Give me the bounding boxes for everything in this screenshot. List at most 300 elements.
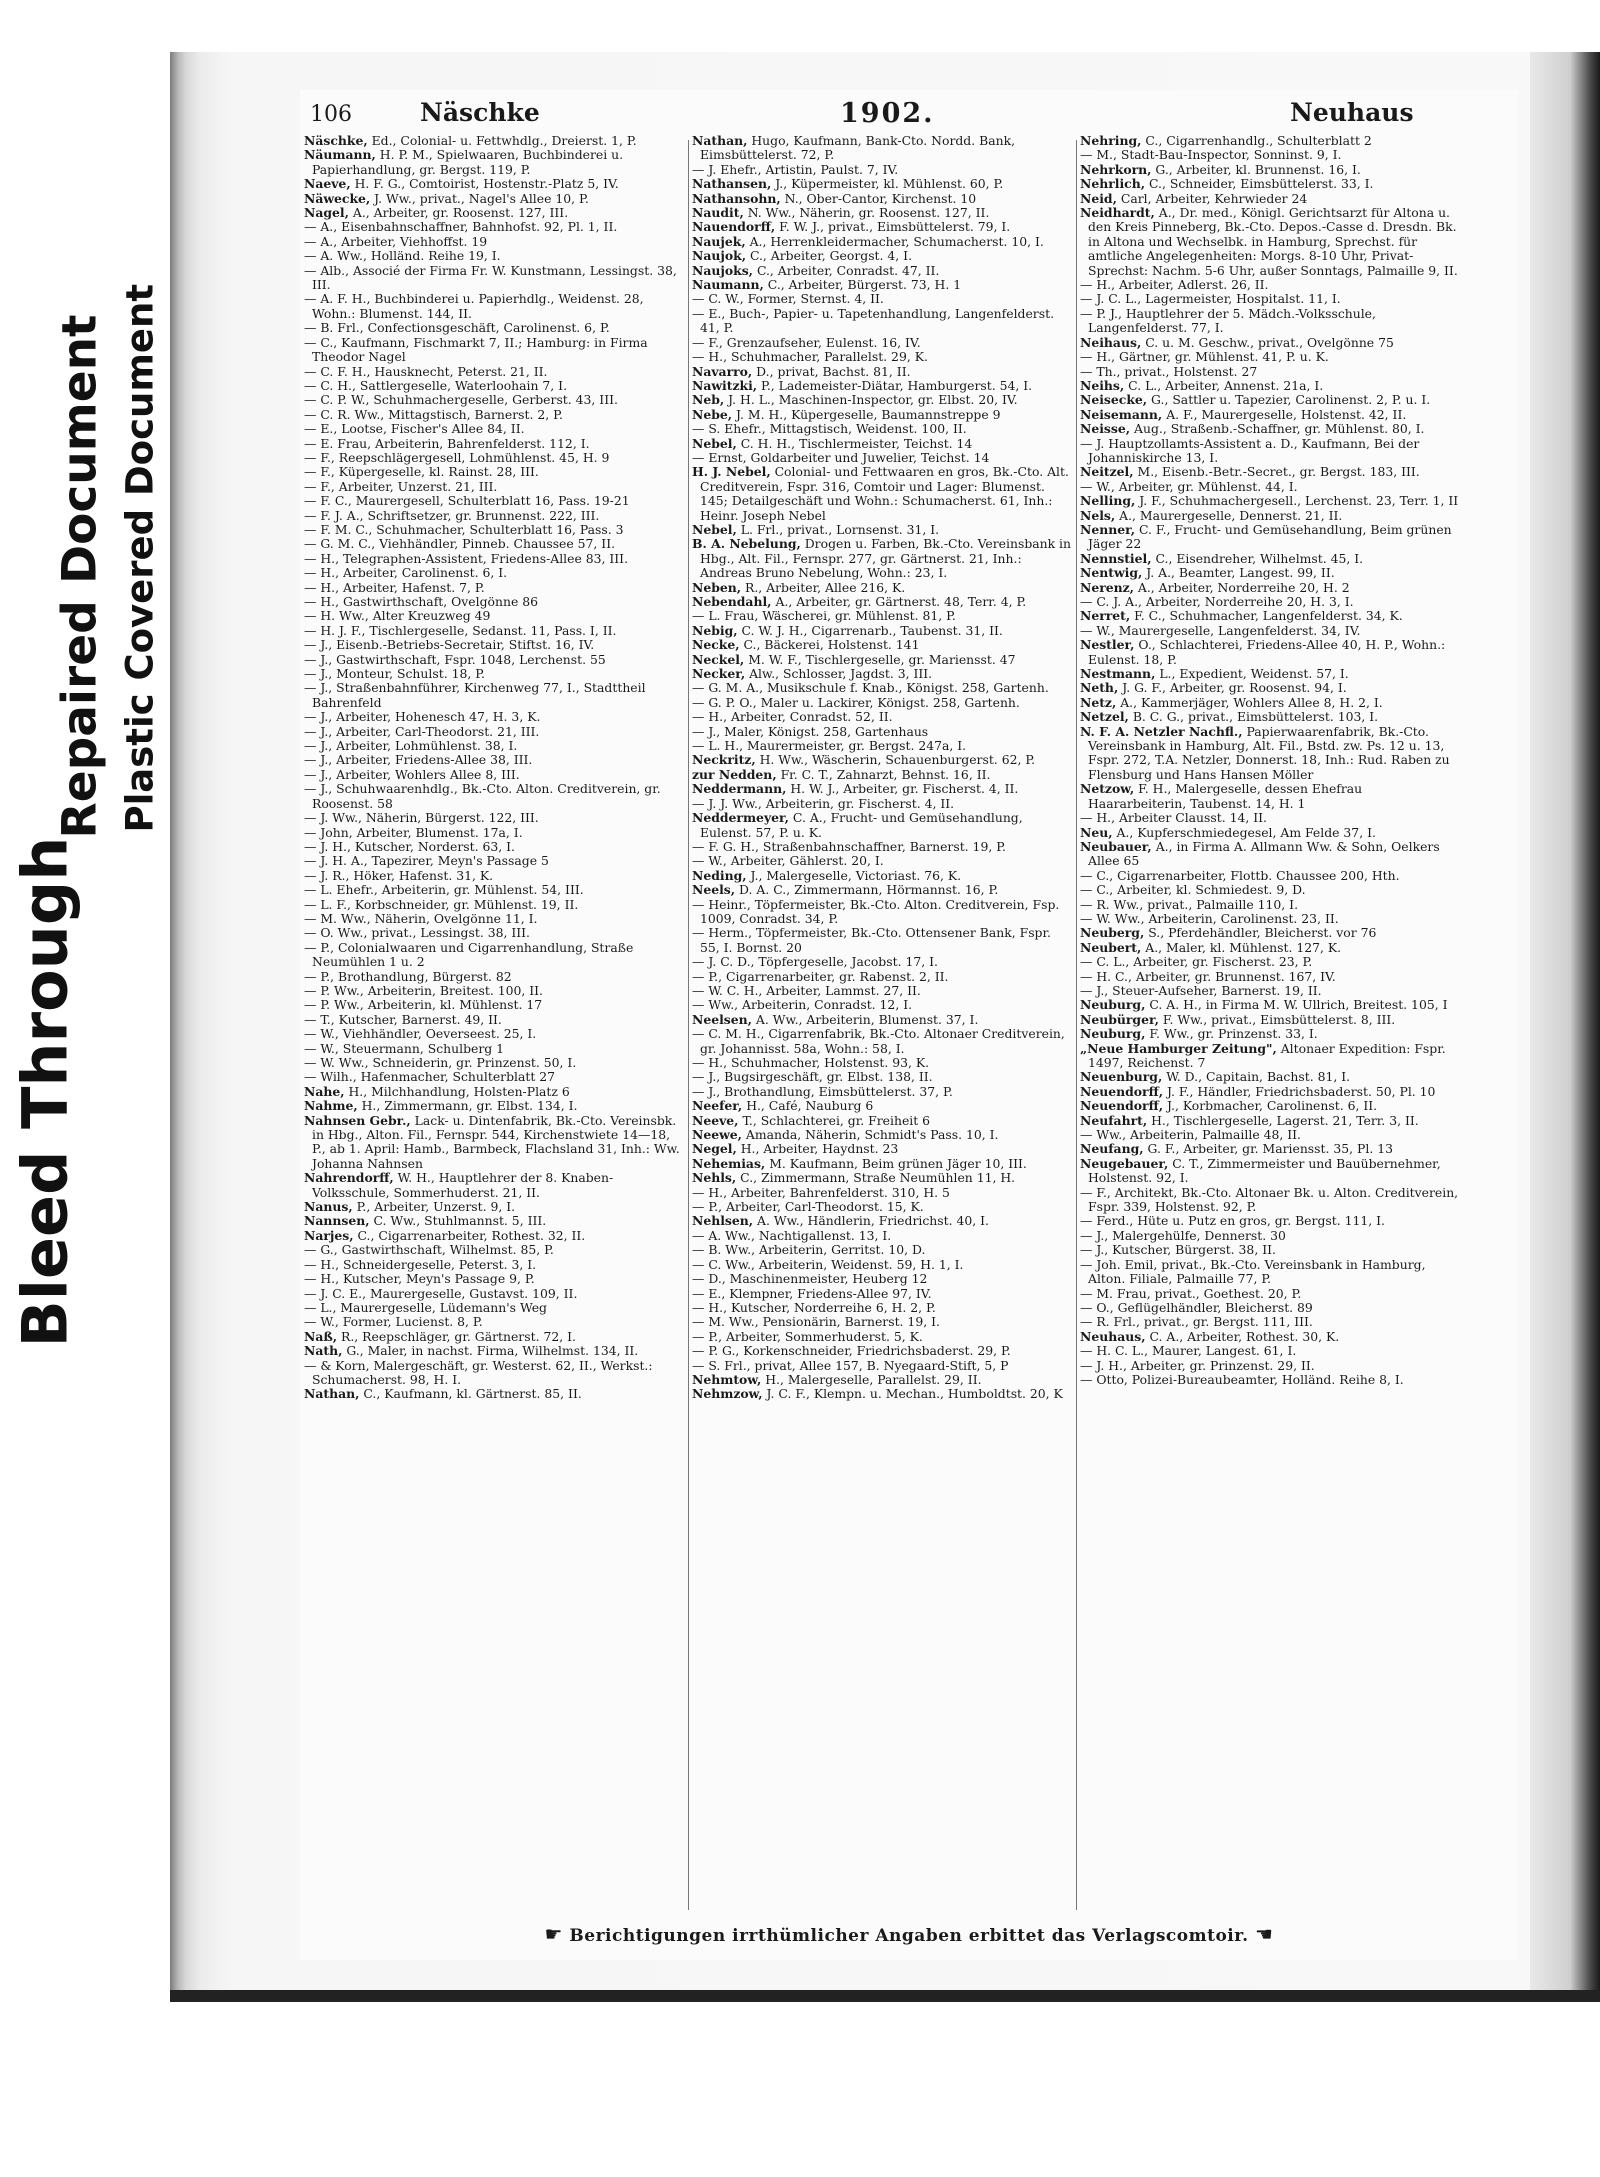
directory-entry: [1080, 494, 1460, 508]
entry-surname: Neu,: [1080, 824, 1113, 840]
entry-surname: Nanus,: [304, 1199, 353, 1215]
entry-surname: Nebig,: [692, 622, 738, 638]
entry-details: — C. H., Sattlergeselle, Waterloohain 7, I.: [304, 377, 568, 393]
entry-details: — M. Frau, privat., Goethest. 20, P.: [1080, 1285, 1302, 1301]
entry-details: — P. G., Korkenschneider, Friedrichsbaderst. 29, P.: [692, 1343, 1011, 1359]
entry-details: — J., Arbeiter, Friedens-Allee 38, III.: [304, 752, 533, 768]
entry-details: — F. G. H., Straßenbahnschaffner, Barnerst. 19, P.: [692, 838, 1006, 854]
entry-details: A., Maler, kl. Mühlenst. 127, K.: [1141, 939, 1342, 955]
entry-surname: Neewe,: [692, 1127, 742, 1143]
column-divider: [1076, 140, 1077, 1910]
directory-entry: [1080, 624, 1460, 638]
directory-entry: [1080, 926, 1460, 940]
directory-entry: [1080, 1186, 1460, 1215]
entry-details: — F. J. A., Schriftsetzer, gr. Brunnenst. 222, III.: [304, 507, 600, 523]
directory-entry: [1080, 667, 1460, 681]
entry-details: — Herm., Töpfermeister, Bk.-Cto. Ottensener Bank, Fspr. 55, I. Bornst. 20: [692, 925, 1051, 955]
entry-details: J. A., Beamter, Langest. 99, II.: [1142, 565, 1335, 581]
entry-details: — F. M. C., Schuhmacher, Schulterblatt 16, Pass. 3: [304, 521, 624, 537]
entry-details: — H., Gastwirthschaft, Ovelgönne 86: [304, 594, 538, 609]
directory-entry: [1080, 336, 1460, 350]
entry-details: Altonaer Expedition: Fspr. 1497, Reichenst. 7: [1088, 1040, 1446, 1070]
entry-details: G. F., Arbeiter, gr. Mariensst. 35, Pl. 13: [1143, 1141, 1393, 1157]
directory-entry: [1080, 681, 1460, 695]
entry-surname: Neisecke,: [1080, 392, 1148, 408]
entry-details: — C., Kaufmann, Fischmarkt 7, II.; Hamburg: in Firma Theodor Nagel: [304, 334, 648, 365]
entry-details: — H., Schuhmacher, Holstenst. 93, K.: [692, 1055, 930, 1070]
entry-details: — J. H. A., Tapezirer, Meyn's Passage 5: [304, 853, 549, 869]
entry-surname: Nathansohn,: [692, 190, 781, 206]
bleed-through-label: Bleed Through: [8, 836, 82, 1348]
directory-entry: [304, 826, 684, 840]
directory-entry: [692, 1114, 1072, 1128]
entry-details: — Heinr., Töpfermeister, Bk.-Cto. Alton. Creditverein, Fsp. 1009, Conradst. 34, P.: [692, 896, 1060, 926]
directory-entry: [304, 220, 684, 234]
annotation-sidebar: [0, 56, 170, 2000]
entry-details: — F., Grenzaufseher, Eulenst. 16, IV.: [692, 334, 921, 350]
entry-details: H., Arbeiter, Haydnst. 23: [736, 1141, 899, 1157]
entry-details: A., Kupferschmiedegesel, Am Felde 37, I.: [1112, 824, 1376, 840]
entry-details: O., Schlachterei, Friedens-Allee 40, H. P., Wohn.: Eulenst. 18, P.: [1088, 637, 1446, 667]
directory-entry: [304, 869, 684, 883]
directory-entry: [1080, 177, 1460, 191]
entry-details: — R. Ww., privat., Palmaille 110, I.: [1080, 896, 1299, 912]
entry-details: — J., Malergehülfe, Dennerst. 30: [1080, 1227, 1286, 1243]
entry-details: J. C. F., Klempn. u. Mechan., Humboldtst. 20, K: [762, 1386, 1063, 1402]
directory-entry: [1080, 1157, 1460, 1186]
directory-entry: [692, 365, 1072, 379]
entry-surname: Nehmtow,: [692, 1371, 762, 1387]
entry-surname: Neb,: [692, 392, 725, 408]
entry-details: C., Arbeiter, Georgst. 4, I.: [746, 248, 913, 264]
directory-entry: [1080, 278, 1460, 292]
entry-surname: Netz,: [1080, 694, 1117, 710]
entry-details: C. F., Frucht- und Gemüsehandlung, Beim grünen Jäger 22: [1088, 521, 1452, 552]
entry-details: — P., Brothandlung, Bürgerst. 82: [304, 968, 512, 984]
directory-entry: [304, 768, 684, 782]
entry-details: — J. Hauptzollamts-Assistent a. D., Kaufmann, Bei der Johanniskirche 13, I.: [1080, 435, 1420, 465]
entry-surname: Nehrkorn,: [1080, 161, 1152, 177]
entry-details: — L., Maurergeselle, Lüdemann's Weg: [304, 1299, 547, 1315]
directory-entry: [304, 437, 684, 451]
entry-details: — J., Straßenbahnführer, Kirchenweg 77, I., Stadttheil Bahrenfeld: [304, 680, 646, 710]
entry-details: — C. P. W., Schuhmachergeselle, Gerberst. 43, III.: [304, 392, 618, 408]
directory-entry: [304, 1013, 684, 1027]
directory-entry: [692, 307, 1072, 336]
entry-details: G., Sattler u. Tapezier, Carolinenst. 2, P. u. I.: [1147, 392, 1431, 408]
entry-surname: Nath,: [304, 1343, 343, 1359]
directory-entry: [692, 1128, 1072, 1142]
directory-entry: [304, 638, 684, 652]
entry-surname: „Neue Hamburger Zeitung",: [1080, 1040, 1277, 1056]
directory-entry: [692, 681, 1072, 695]
directory-entry: [692, 1027, 1072, 1056]
entry-details: C. T., Zimmermeister und Bauübernehmer, Holstenst. 92, I.: [1088, 1155, 1441, 1186]
directory-entry: [692, 710, 1072, 724]
directory-entry: [304, 148, 684, 177]
entry-details: A., Maurergeselle, Dennerst. 21, II.: [1115, 507, 1343, 523]
entry-details: M. Kaufmann, Beim grünen Jäger 10, III.: [765, 1155, 1027, 1171]
directory-entry: [1080, 1301, 1460, 1315]
entry-surname: Nebe,: [692, 406, 733, 422]
directory-entry: [692, 1387, 1072, 1401]
entry-surname: Nehmzow,: [692, 1386, 763, 1402]
directory-entry: [304, 393, 684, 407]
entry-surname: Nagel,: [304, 205, 349, 221]
entry-surname: Necker,: [692, 666, 746, 682]
entry-details: — L. Ehefr., Arbeiterin, gr. Mühlenst. 54, III.: [304, 882, 584, 898]
entry-surname: Neuhaus,: [1080, 1328, 1146, 1344]
directory-entry: [692, 134, 1072, 163]
entry-details: — H. Ww., Alter Kreuzweg 49: [304, 608, 491, 624]
entry-surname: Neeve,: [692, 1112, 739, 1128]
entry-details: — C. J. A., Arbeiter, Norderreihe 20, H. 3, I.: [1080, 594, 1354, 609]
directory-entry: [692, 177, 1072, 191]
directory-entry: [1080, 638, 1460, 667]
entry-details: — J., Schuhwaarenhdlg., Bk.-Cto. Alton. Creditverein, gr. Roosenst. 58: [304, 781, 661, 811]
directory-entry: [692, 422, 1072, 436]
entry-details: J. M. H., Küpergeselle, Baumannstreppe 9: [732, 406, 1001, 422]
entry-details: — H. C., Arbeiter, gr. Brunnenst. 167, IV.: [1080, 968, 1336, 984]
entry-details: — L. Frau, Wäscherei, gr. Mühlenst. 81, P.: [692, 608, 956, 624]
directory-entry: [1080, 811, 1460, 825]
directory-entry: [1080, 883, 1460, 897]
directory-entry: [692, 970, 1072, 984]
entry-details: Ed., Colonial- u. Fettwhdlg., Dreierst. 1, P.: [367, 134, 637, 148]
entry-details: A., Arbeiter, gr. Roosenst. 127, III.: [348, 205, 569, 221]
directory-entry: [304, 912, 684, 926]
entry-details: C., Eisendreher, Wilhelmst. 45, I.: [1151, 550, 1364, 566]
entry-details: M., Eisenb.-Betr.-Secret., gr. Bergst. 183, III.: [1133, 464, 1420, 480]
directory-entry: [304, 537, 684, 551]
directory-entry: [692, 1373, 1072, 1387]
directory-entry: [304, 321, 684, 335]
directory-entry: [304, 1243, 684, 1257]
entry-details: — W., Former, Lucienst. 8, P.: [304, 1314, 483, 1330]
entry-details: F. Ww., privat., Eimsbüttelerst. 8, III.: [1158, 1011, 1396, 1027]
directory-entry: [692, 898, 1072, 927]
directory-entry: [1080, 1243, 1460, 1257]
entry-surname: Neckel,: [692, 651, 745, 667]
entry-details: — John, Arbeiter, Blumenst. 17a, I.: [304, 824, 523, 840]
entry-details: — H., Arbeiter, Conradst. 52, II.: [692, 709, 893, 725]
entry-details: Colonial- und Fettwaaren en gros, Bk.-Cto. Alt. Creditverein, Fspr. 316, Comtoir und Lager: Blumenst. 145; Detailgeschäft und Wohn.: Schumacherst. 61, Inh.: Heinr. Joseph Nebel: [700, 464, 1069, 523]
entry-details: Fr. C. T., Zahnarzt, Behnst. 16, II.: [776, 766, 991, 782]
entry-details: — F. C., Maurergesell, Schulterblatt 16, Pass. 19-21: [304, 493, 630, 509]
directory-entry: [692, 811, 1072, 840]
directory-entry: [304, 336, 684, 365]
directory-entry: [692, 696, 1072, 710]
entry-details: G., Arbeiter, kl. Brunnenst. 16, I.: [1151, 161, 1361, 177]
entry-details: Aug., Straßenb.-Schaffner, gr. Mühlenst. 80, I.: [1130, 421, 1425, 437]
directory-entry: [692, 1200, 1072, 1214]
directory-entry: [1080, 1287, 1460, 1301]
directory-entry: [304, 1287, 684, 1301]
entry-surname: H. J. Nebel,: [692, 464, 771, 480]
header-right-word: Neuhaus: [1290, 98, 1414, 127]
entry-details: — J. Ww., Näherin, Bürgerst. 122, III.: [304, 810, 539, 826]
directory-entry: [692, 235, 1072, 249]
directory-entry: [1080, 1142, 1460, 1156]
directory-entry: [692, 537, 1072, 580]
directory-entry: [304, 134, 684, 148]
entry-details: — H., Telegraphen-Assistent, Friedens-Allee 83, III.: [304, 550, 629, 566]
directory-entry: [304, 624, 684, 638]
directory-entry: [304, 235, 684, 249]
entry-details: — J., Steuer-Aufseher, Barnerst. 19, II.: [1080, 982, 1322, 998]
entry-details: — F., Architekt, Bk.-Cto. Altonaer Bk. u. Alton. Creditverein, Fspr. 339, Holstenst. 92, P.: [1080, 1184, 1459, 1215]
directory-entry: [304, 1387, 684, 1401]
entry-details: C., Arbeiter, Conradst. 47, II.: [753, 262, 940, 278]
entry-details: W. H., Hauptlehrer der 8. Knaben-Volksschule, Sommerhuderst. 21, II.: [312, 1170, 614, 1200]
page-footer: [300, 1922, 1518, 1946]
entry-details: — H., Arbeiter, Adlerst. 26, II.: [1080, 277, 1269, 293]
entry-details: — Joh. Emil, privat., Bk.-Cto. Vereinsbank in Hamburg, Alton. Filiale, Palmaille 77, P.: [1080, 1256, 1426, 1287]
directory-entry: [304, 1042, 684, 1056]
entry-details: — H., Gärtner, gr. Mühlenst. 41, P. u. K.: [1080, 349, 1329, 365]
entry-details: — Otto, Polizei-Bureaubeamter, Holländ. Reihe 8, I.: [1080, 1371, 1404, 1387]
directory-entry: [692, 984, 1072, 998]
entry-surname: Neddermann,: [692, 781, 787, 797]
entry-details: F. H., Malergeselle, dessen Ehefrau Haararbeiterin, Taubenst. 14, H. 1: [1088, 781, 1363, 811]
directory-entry: [692, 998, 1072, 1012]
entry-details: — S. Frl., privat, Allee 157, B. Nyegaard-Stift, 5, P: [692, 1357, 1009, 1373]
entry-details: — J., Eisenb.-Betriebs-Secretair, Stiftst. 16, IV.: [304, 637, 595, 653]
entry-details: — G. M. C., Viehhändler, Pinneb. Chaussee 57, II.: [304, 536, 616, 552]
entry-surname: Neckritz,: [692, 752, 756, 768]
directory-entry: [304, 206, 684, 220]
entry-details: — P. J., Hauptlehrer der 5. Mädch.-Volksschule, Langenfelderst. 77, I.: [1080, 305, 1376, 336]
entry-details: — M., Stadt-Bau-Inspector, Sonninst. 9, I.: [1080, 147, 1342, 163]
directory-entry: [692, 523, 1072, 537]
entry-surname: Nannsen,: [304, 1213, 370, 1229]
directory-entry: [692, 1171, 1072, 1185]
entry-details: — J. C. E., Maurergeselle, Gustavst. 109, II.: [304, 1285, 578, 1301]
directory-entry: [692, 667, 1072, 681]
pointing-hand-icon: ☛: [544, 1922, 563, 1946]
directory-entry: [1080, 1315, 1460, 1329]
entry-details: C. H. H., Tischlermeister, Teichst. 14: [736, 435, 973, 451]
entry-surname: Nawitzki,: [692, 377, 758, 393]
directory-entry: [304, 523, 684, 537]
entry-surname: Nehls,: [692, 1170, 737, 1186]
directory-entry: [692, 278, 1072, 292]
entry-surname: Nenner,: [1080, 521, 1136, 537]
entry-surname: Neisse,: [1080, 421, 1131, 437]
directory-entry: [304, 264, 684, 293]
entry-details: — P., Cigarrenarbeiter, gr. Rabenst. 2, II.: [692, 968, 949, 984]
directory-entry: [692, 1272, 1072, 1286]
directory-entry: [692, 1142, 1072, 1156]
entry-details: M. W. F., Tischlergeselle, gr. Mariensst. 47: [744, 651, 1016, 667]
entry-details: A., Herrenkleidermacher, Schumacherst. 10, I.: [745, 233, 1044, 249]
entry-details: — E., Buch-, Papier- u. Tapetenhandlung, Langenfelderst. 41, P.: [692, 305, 1055, 336]
entry-details: — J., Arbeiter, Wohlers Allee 8, III.: [304, 766, 520, 782]
entry-surname: Neisemann,: [1080, 406, 1163, 422]
entry-details: — C. Ww., Arbeiterin, Weidenst. 59, H. 1, I.: [692, 1256, 964, 1272]
entry-details: Papierwaarenfabrik, Bk.-Cto. Vereinsbank in Hamburg, Alt. Fil., Bstd. zw. Ps. 12 u. 13, Fspr. 272, T.A. Netzler, Donnerst. 18, Inh.: Rud. Raben zu Flensburg und Hans Hansen Möller: [1088, 723, 1450, 782]
directory-entry: [692, 350, 1072, 364]
directory-entry: [1080, 422, 1460, 436]
entry-details: D., privat, Bachst. 81, II.: [752, 363, 911, 379]
entry-details: J. Ww., privat., Nagel's Allee 10, P.: [370, 190, 589, 206]
directory-entry: [692, 393, 1072, 407]
entry-surname: Naeve,: [304, 176, 351, 192]
entry-details: B. C. G., privat., Eimsbüttelerst. 103, I.: [1128, 709, 1379, 725]
directory-entry: [304, 595, 684, 609]
entry-surname: Neuenburg,: [1080, 1069, 1163, 1085]
entry-details: Drogen u. Farben, Bk.-Cto. Vereinsbank in Hbg., Alt. Fil., Fernspr. 277, gr. Gärtnerst. 21, Inh.: Andreas Bruno Nebelung, Wohn.: 23, I.: [700, 536, 1072, 581]
entry-details: N. Ww., Näherin, gr. Roosenst. 127, II.: [743, 205, 990, 221]
entry-details: — A. F. H., Buchbinderei u. Papierhdlg., Weidenst. 28, Wohn.: Blumenst. 144, II.: [304, 291, 644, 321]
directory-entry: [304, 1229, 684, 1243]
entry-details: Hugo, Kaufmann, Bank-Cto. Nordd. Bank, Eimsbüttelerst. 72, P.: [700, 134, 1016, 163]
entry-details: — C., Arbeiter, kl. Schmiedest. 9, D.: [1080, 882, 1306, 898]
entry-surname: Naujok,: [692, 248, 747, 264]
entry-details: A., Kammerjäger, Wohlers Allee 8, H. 2, I.: [1116, 694, 1383, 710]
entry-details: F. Ww., gr. Prinzenst. 33, I.: [1145, 1026, 1318, 1042]
directory-entry: [304, 984, 684, 998]
directory-entry: [304, 422, 684, 436]
directory-entry: [692, 1157, 1072, 1171]
entry-details: — C. W., Former, Sternst. 4, II.: [692, 291, 884, 307]
entry-surname: Neben,: [692, 579, 742, 595]
entry-surname: Nebel,: [692, 435, 737, 451]
page-number: 106: [310, 102, 352, 127]
page-bottom-edge: [170, 1990, 1600, 2002]
entry-surname: Nerenz,: [1080, 579, 1134, 595]
directory-entry: [1080, 609, 1460, 623]
entry-details: — W., Steuermann, Schulberg 1: [304, 1040, 505, 1056]
entry-details: — B. Frl., Confectionsgeschäft, Carolinenst. 6, P.: [304, 320, 610, 336]
entry-details: — E., Klempner, Friedens-Allee 97, IV.: [692, 1285, 932, 1301]
entry-details: C., Bäckerei, Holstenst. 141: [739, 637, 920, 653]
entry-details: H. P. M., Spielwaaren, Buchbinderei u. Papierhandlung, gr. Bergst. 119, P.: [312, 147, 624, 177]
entry-details: — P., Arbeiter, Carl-Theodorst. 15, K.: [692, 1199, 924, 1215]
directory-entry: [304, 494, 684, 508]
directory-entry: [304, 926, 684, 940]
entry-details: P., Arbeiter, Unzerst. 9, I.: [352, 1199, 516, 1215]
entry-surname: Netzel,: [1080, 709, 1129, 725]
entry-details: H., Café, Nauburg 6: [742, 1098, 874, 1114]
directory-entry: [692, 206, 1072, 220]
directory-entry: [692, 609, 1072, 623]
entry-surname: Neid,: [1080, 190, 1117, 206]
directory-entry: [692, 1229, 1072, 1243]
directory-entry: [304, 941, 684, 970]
entry-details: — J. Ehefr., Artistin, Paulst. 7, IV.: [692, 161, 899, 177]
entry-surname: Neubauer,: [1080, 838, 1152, 854]
directory-entry: [304, 970, 684, 984]
directory-entry: [1080, 163, 1460, 177]
directory-entry: [692, 1359, 1072, 1373]
directory-entry: [1080, 206, 1460, 278]
entry-details: — Ferd., Hüte u. Putz en gros, gr. Bergst. 111, I.: [1080, 1213, 1385, 1229]
entry-details: — J., Kutscher, Bürgerst. 38, II.: [1080, 1242, 1276, 1258]
entry-details: — J., Gastwirthschaft, Fspr. 1048, Lerchenst. 55: [304, 651, 606, 667]
entry-details: — Th., privat., Holstenst. 27: [1080, 363, 1258, 379]
entry-surname: Neuendorff,: [1080, 1083, 1164, 1099]
directory-entry: [1080, 1128, 1460, 1142]
directory-entry: [304, 1085, 684, 1099]
directory-entry: [1080, 1258, 1460, 1287]
directory-entry: [1080, 782, 1460, 811]
directory-entry: [304, 365, 684, 379]
entry-details: — F., Reepschlägergesell, Lohmühlenst. 45, H. 9: [304, 449, 610, 465]
entry-details: — H., Arbeiter Clausst. 14, II.: [1080, 810, 1267, 826]
directory-entry: [692, 1214, 1072, 1228]
directory-entry: [1080, 869, 1460, 883]
entry-details: Carl, Arbeiter, Kehrwieder 24: [1116, 190, 1308, 206]
entry-details: P., Lademeister-Diätar, Hamburgerst. 54, I.: [757, 377, 1033, 393]
directory-entry: [304, 552, 684, 566]
entry-surname: Neitzel,: [1080, 464, 1134, 480]
entry-details: — P., Colonialwaaren und Cigarrenhandlung, Straße Neumühlen 1 u. 2: [304, 939, 634, 970]
entry-surname: Netzow,: [1080, 781, 1135, 797]
directory-entry: [692, 1070, 1072, 1084]
entry-surname: Naß,: [304, 1328, 338, 1344]
entry-details: — G. M. A., Musikschule f. Knab., Königst. 258, Gartenh.: [692, 680, 1049, 696]
directory-entry: [304, 667, 684, 681]
entry-surname: Naumann,: [692, 277, 764, 293]
entry-details: — H., Schneidergeselle, Peterst. 3, I.: [304, 1256, 537, 1272]
directory-entry: [692, 1344, 1072, 1358]
directory-entry: [1080, 552, 1460, 566]
directory-entry: [692, 840, 1072, 854]
directory-entry: [692, 1258, 1072, 1272]
directory-column-2: [692, 134, 1072, 1924]
entry-details: — W. Ww., Schneiderin, gr. Prinzenst. 50, I.: [304, 1055, 577, 1070]
entry-details: — J., Arbeiter, Carl-Theodorst. 21, III.: [304, 723, 540, 739]
directory-entry: [1080, 984, 1460, 998]
directory-entry: [304, 1099, 684, 1113]
directory-entry: [1080, 1070, 1460, 1084]
entry-details: — J., Arbeiter, Lohmühlenst. 38, I.: [304, 738, 518, 754]
entry-details: N., Ober-Cantor, Kirchenst. 10: [780, 190, 977, 206]
entry-details: — J., Arbeiter, Hohenesch 47, H. 3, K.: [304, 709, 541, 725]
entry-surname: Neidhardt,: [1080, 205, 1155, 221]
directory-column-3: [1080, 134, 1460, 1924]
entry-details: — J., Brothandlung, Eimsbüttelerst. 37, P.: [692, 1083, 953, 1099]
entry-details: — F., Küpergeselle, kl. Rainst. 28, III.: [304, 464, 539, 480]
directory-entry: [304, 465, 684, 479]
entry-details: W. D., Capitain, Bachst. 81, I.: [1162, 1069, 1351, 1085]
directory-entry: [304, 1272, 684, 1286]
directory-entry: [692, 725, 1072, 739]
directory-entry: [1080, 1085, 1460, 1099]
footer-text: Berichtigungen irrthümlicher Angaben erbittet das Verlagscomtoir.: [569, 1926, 1249, 1946]
directory-entry: [1080, 826, 1460, 840]
entry-details: C. u. M. Geschw., privat., Ovelgönne 75: [1141, 334, 1394, 350]
directory-entry: [692, 1315, 1072, 1329]
directory-entry: [692, 581, 1072, 595]
directory-entry: [692, 1056, 1072, 1070]
directory-entry: [1080, 148, 1460, 162]
directory-entry: [304, 840, 684, 854]
directory-entry: [692, 854, 1072, 868]
entry-surname: Neuendorff,: [1080, 1098, 1164, 1114]
entry-surname: Neubert,: [1080, 939, 1142, 955]
directory-entry: [304, 681, 684, 710]
entry-details: — H., Arbeiter, Carolinenst. 6, I.: [304, 565, 508, 581]
directory-entry: [304, 725, 684, 739]
entry-details: — H. J. F., Tischlergeselle, Sedanst. 11, Pass. I, II.: [304, 622, 617, 638]
entry-surname: Neding,: [692, 867, 747, 883]
entry-surname: Nathan,: [304, 1386, 360, 1402]
directory-entry: [692, 739, 1072, 753]
directory-entry: [692, 1085, 1072, 1099]
entry-details: Alw., Schlosser, Jagdst. 3, III.: [745, 666, 933, 682]
